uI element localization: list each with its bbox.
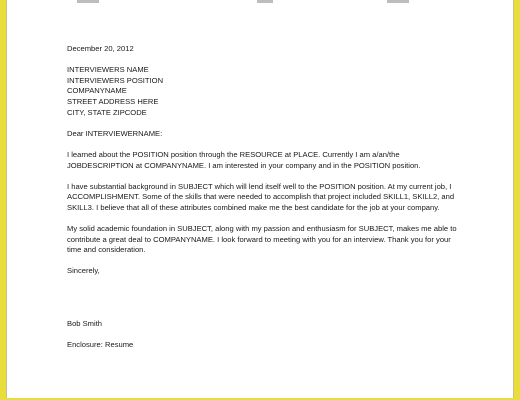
- letter-paragraph-2: I have substantial background in SUBJECT which will lend itself well to the POSITION position. At my current job, I ACCOMPLISHMENT. Some of the skills that were needed to accomplish that project included SKILL1, SKILL2, and SKILL3. I believe that all of these attributes combined make me the best candidate for the job at your company.: [67, 181, 455, 212]
- recipient-position: INTERVIEWERS POSITION: [67, 75, 164, 85]
- recipient-name: INTERVIEWERS NAME: [67, 65, 149, 75]
- cover-letter: [67, 44, 467, 351]
- letter-closing: Sincerely,: [67, 266, 100, 276]
- document-page: [6, 0, 514, 398]
- recipient-address: [67, 65, 467, 118]
- recipient-company: COMPANYNAME: [67, 86, 127, 96]
- enclosure-line: Enclosure: Resume: [67, 340, 134, 350]
- letter-paragraph-1: I learned about the POSITION position through the RESOURCE at PLACE. Currently I am a/an/the JOBDESCRIPTION at COMPANYNAME. I am interested in your company and in the POSITION position.: [67, 149, 421, 170]
- page-top-edge: [7, 0, 513, 4]
- signature-name: Bob Smith: [67, 319, 103, 329]
- recipient-city: CITY, STATE ZIPCODE: [67, 107, 147, 117]
- letter-greeting: Dear INTERVIEWERNAME:: [67, 128, 163, 138]
- letter-date: December 20, 2012: [67, 44, 134, 53]
- recipient-street: STREET ADDRESS HERE: [67, 96, 159, 106]
- letter-paragraph-3: My solid academic foundation in SUBJECT, along with my passion and enthusiasm for SUBJECT, makes me able to contribute a great deal to COMPANYNAME. I look forward to meeting with you for an interview. Thank you for your time and consideration.: [67, 224, 457, 255]
